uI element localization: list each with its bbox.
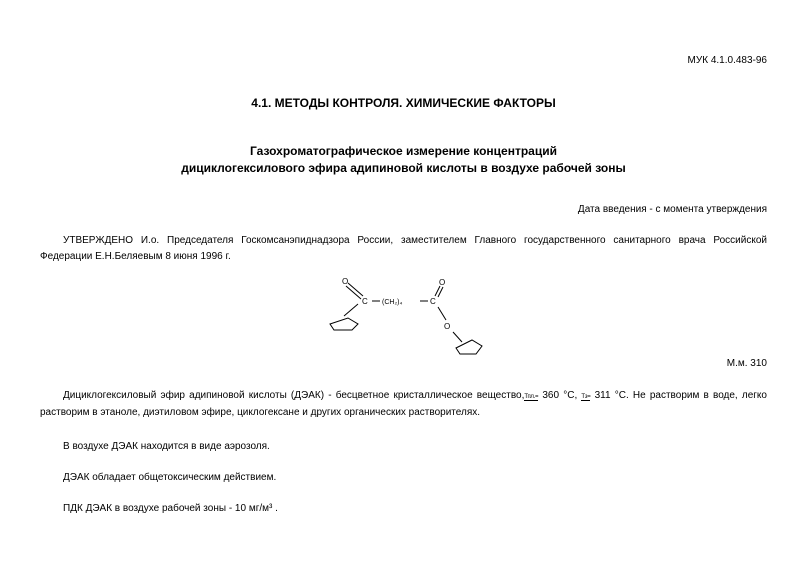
document-title-line-1: Газохроматографическое измерение концентраций [250,144,557,158]
melting-point-value: 360 °С, [538,390,582,401]
formula-oxygen-right: O [439,278,446,287]
formula-oxygen-ester: O [444,322,451,331]
formula-oxygen-left: O [342,277,349,286]
aerosol-paragraph: В воздухе ДЭАК находится в виде аэрозоля. [63,441,270,452]
toxicity-paragraph: ДЭАК обладает общетоксическим действием. [63,472,277,483]
molar-mass: М.м. 310 [726,358,767,369]
document-title-line-2: дициклогексилового эфира адипиновой кислоты в воздухе рабочей зоны [181,161,626,175]
introduction-date: Дата введения - с момента утверждения [577,204,767,215]
document-title [0,143,807,177]
properties-paragraph [40,388,767,421]
pdk-paragraph: ПДК ДЭАК в воздухе рабочей зоны - 10 мг/м³ . [63,503,278,514]
melting-point-symbol: Тпл.= [524,394,539,400]
formula-carbon-left: C [362,297,368,306]
section-title: 4.1. МЕТОДЫ КОНТРОЛЯ. ХИМИЧЕСКИЕ ФАКТОРЫ [251,96,556,110]
cyclohexyl-ring-right [456,340,482,354]
document-code: МУК 4.1.0.483-96 [687,55,767,66]
solidification-point-symbol: Тз= [581,394,591,400]
structural-formula [322,276,492,356]
properties-text: Дициклогексиловый эфир адипиновой кислоты (ДЭАК) - бесцветное кристаллическое вещество, [63,390,525,401]
formula-chain: (CH₂)₄ [382,299,403,306]
properties-text-continued: 311 °С. Не растворим в воде, легко растворим в этаноле, диэтиловом эфире, циклогексане и других органических растворителях. [40,390,767,418]
approval-paragraph: УТВЕРЖДЕНО И.о. Председателя Госкомсанэпиднадзора России, заместителем Главного государственного санитарного врача Российской Федерации Е.Н.Беляевым 8 июня 1996 г. [40,235,767,262]
cyclohexyl-ring-left [330,318,358,330]
formula-carbon-right: C [430,297,436,306]
